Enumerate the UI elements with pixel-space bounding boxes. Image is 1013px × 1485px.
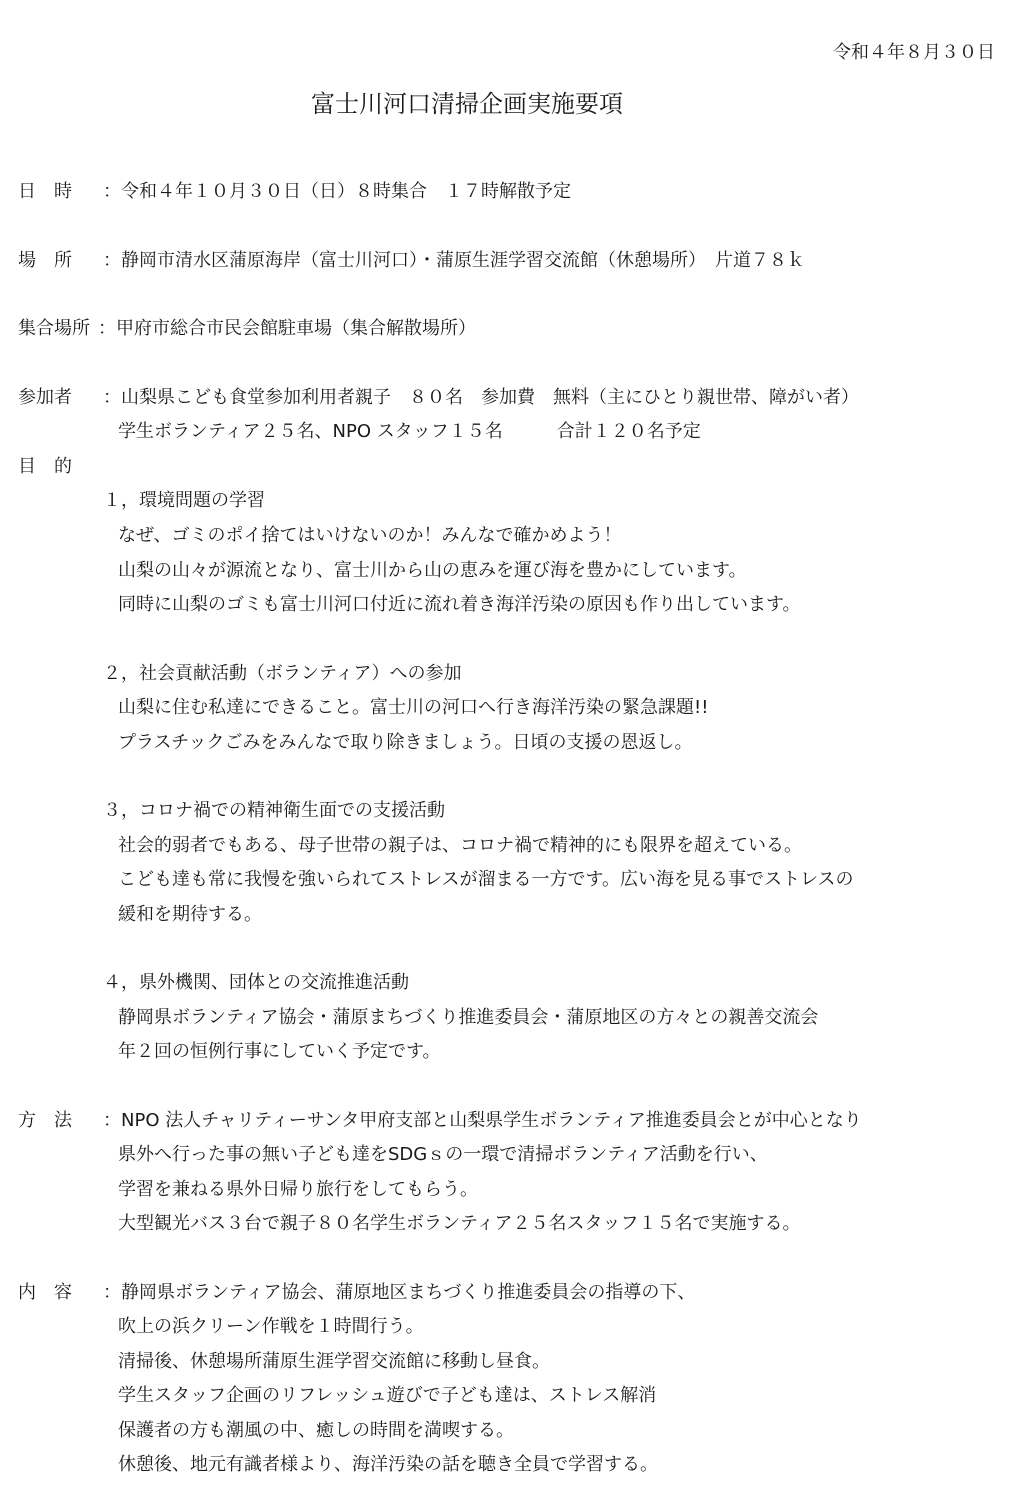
- method-label: 方 法: [18, 1110, 72, 1131]
- content-line: 休憩後、地元有識者様より、海洋汚染の話を聴き全員で学習する。: [118, 1454, 658, 1475]
- participants-label: 参加者: [18, 387, 72, 408]
- content-line: ：静岡県ボランティア協会、蒲原地区まちづくり推進委員会の指導の下、: [103, 1282, 696, 1303]
- purpose-2-line: プラスチックごみをみんなで取り除きましょう。日頃の支援の恩返し。: [118, 732, 693, 753]
- purpose-label: 目 的: [18, 456, 72, 477]
- meeting-place-label: 集合場所: [18, 318, 90, 339]
- purpose-4-line: 年２回の恒例行事にしていく予定です。: [118, 1041, 441, 1062]
- method-line: ：NPO 法人チャリティーサンタ甲府支部と山梨県学生ボランティア推進委員会とが中心となり: [103, 1110, 862, 1131]
- content-label: 内 容: [18, 1282, 72, 1303]
- method-line: 学習を兼ねる県外日帰り旅行をしてもらう。: [118, 1179, 478, 1200]
- purpose-1-line: 山梨の山々が源流となり、富士川から山の恵みを運び海を豊かにしています。: [118, 560, 747, 581]
- purpose-4-heading: ４，県外機関、団体との交流推進活動: [103, 972, 409, 993]
- method-line: 県外へ行った事の無い子ども達をSDGｓの一環で清掃ボランティア活動を行い、: [118, 1144, 768, 1165]
- content-line: 保護者の方も潮風の中、癒しの時間を満喫する。: [118, 1420, 514, 1441]
- content-line: 学生スタッフ企画のリフレッシュ遊びで子ども達は、ストレス解消: [118, 1385, 657, 1406]
- place-label: 場 所: [18, 250, 72, 271]
- datetime-value: ：令和４年１０月３０日（日）８時集合 １７時解散予定: [103, 181, 571, 202]
- purpose-3-line: 緩和を期待する。: [118, 904, 262, 925]
- participants-line-1: ：山梨県こども食堂参加利用者親子 ８０名 参加費 無料（主にひとり親世帯、障がい者）: [103, 387, 859, 408]
- purpose-1-line: 同時に山梨のゴミも富士川河口付近に流れ着き海洋汚染の原因も作り出しています。: [118, 594, 801, 615]
- purpose-4-line: 静岡県ボランティア協会・蒲原まちづくり推進委員会・蒲原地区の方々との親善交流会: [118, 1007, 819, 1028]
- purpose-3-heading: ３，コロナ禍での精神衛生面での支援活動: [103, 800, 445, 821]
- purpose-2-heading: ２，社会貢献活動（ボランティア）への参加: [103, 663, 462, 684]
- datetime-label: 日 時: [18, 181, 72, 202]
- purpose-3-line: こども達も常に我慢を強いられてストレスが溜まる一方です。広い海を見る事でストレスの: [118, 869, 854, 890]
- content-line: 清掃後、休憩場所蒲原生涯学習交流館に移動し昼食。: [118, 1351, 550, 1372]
- participants-line-2: 学生ボランティア２５名、NPO スタッフ１５名 合計１２０名予定: [118, 421, 701, 442]
- purpose-1-line: なぜ、ゴミのポイ捨てはいけないのか！みんなで確かめよう！: [118, 525, 622, 546]
- purpose-3-line: 社会的弱者でもある、母子世帯の親子は、コロナ禍で精神的にも限界を超えている。: [118, 835, 802, 856]
- content-line: 吹上の浜クリーン作戦を１時間行う。: [118, 1316, 424, 1337]
- document-title: 富士川河口清掃企画実施要項: [311, 90, 623, 118]
- meeting-place-value: ：甲府市総合市民会館駐車場（集合解散場所）: [98, 318, 476, 339]
- place-value: ：静岡市清水区蒲原海岸（富士川河口）・蒲原生涯学習交流館（休憩場所） 片道７８ｋ: [103, 250, 805, 271]
- purpose-2-line: 山梨に住む私達にできること。富士川の河口へ行き海洋汚染の緊急課題!!: [118, 697, 709, 718]
- method-line: 大型観光バス３台で親子８０名学生ボランティア２５名スタッフ１５名で実施する。: [118, 1213, 801, 1234]
- document-date: 令和４年８月３０日: [833, 42, 995, 63]
- purpose-1-heading: １，環境問題の学習: [103, 490, 265, 511]
